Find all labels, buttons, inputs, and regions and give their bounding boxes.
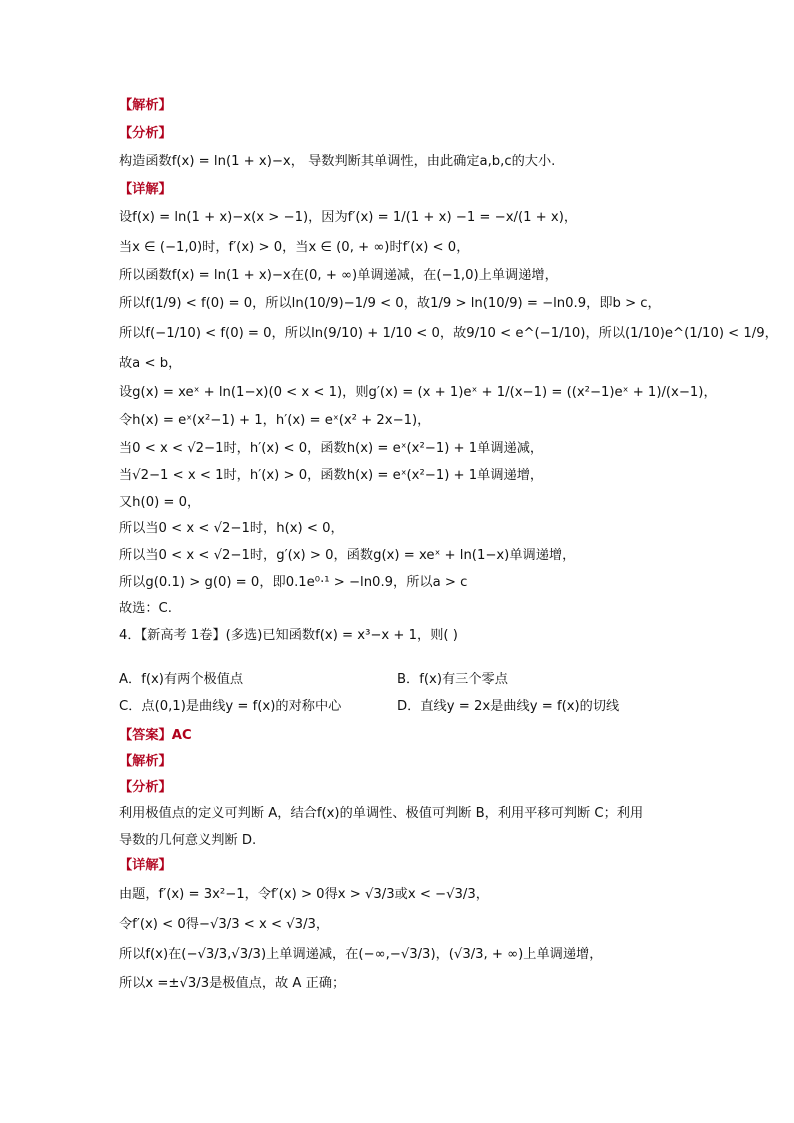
text-line: 所以f(1/9) < f(0) = 0，所以ln(10/9)−1/9 < 0，故1/9 > ln(10/9) = −ln0.9，即b > c， [119,296,661,311]
text-line: 导数的几何意义判断 D. [119,833,257,848]
text-line: 令h(x) = eˣ(x²−1) + 1，h′(x) = eˣ(x² + 2x−1)， [119,413,431,428]
section-heading: 【解析】 [119,754,172,769]
text-line: 故a < b， [119,356,182,371]
option-d: D．直线y = 2x是曲线y = f(x)的切线 [397,699,620,714]
text-line: 令f′(x) < 0得−√3/3 < x < √3/3， [119,917,330,932]
text-line: 构造函数f(x) = ln(1 + x)−x， 导数判断其单调性，由此确定a,b,c的大小. [119,154,556,169]
option-b: B．f(x)有三个零点 [397,672,508,687]
section-heading: 【解析】 [119,98,172,113]
text-line: 由题，f′(x) = 3x²−1，令f′(x) > 0得x > √3/3或x < −√3/3， [119,887,489,902]
text-line: 所以x =±√3/3是极值点，故 A 正确； [119,976,346,991]
section-heading: 【分析】 [119,780,172,795]
text-line: 所以f(x)在(−√3/3,√3/3)上单调递减，在(−∞,−√3/3)，(√3/3, + ∞)上单调递增， [119,947,603,962]
text-line: 当0 < x < √2−1时，h′(x) < 0，函数h(x) = eˣ(x²−1) + 1单调递减， [119,441,544,456]
text-line: 所以g(0.1) > g(0) = 0，即0.1e⁰·¹ > −ln0.9，所以a > c [119,575,468,590]
section-heading: 【分析】 [119,126,172,141]
text-line: 当x ∈ (−1,0)时，f′(x) > 0，当x ∈ (0, + ∞)时f′(x) < 0， [119,240,470,255]
section-heading: 【答案】AC [119,728,192,743]
text-line: 所以f(−1/10) < f(0) = 0，所以ln(9/10) + 1/10 < 0，故9/10 < e^(−1/10)，所以(1/10)e^(1/10) < 1/9， [119,326,778,341]
text-line: 4．【新高考 1卷】(多选)已知函数f(x) = x³−x + 1，则( ) [119,628,458,643]
text-line: 所以当0 < x < √2−1时，g′(x) > 0，函数g(x) = xeˣ + ln(1−x)单调递增， [119,548,576,563]
text-line: 利用极值点的定义可判断 A，结合f(x)的单调性、极值可判断 B，利用平移可判断 C；利用 [119,806,644,821]
section-heading: 【详解】 [119,858,172,873]
text-line: 所以当0 < x < √2−1时，h(x) < 0， [119,521,344,536]
text-line: 又h(0) = 0， [119,495,201,510]
text-line: 设g(x) = xeˣ + ln(1−x)(0 < x < 1)，则g′(x) = (x + 1)eˣ + 1/(x−1) = ((x²−1)eˣ + 1)/(x−1)， [119,385,717,400]
text-line: 当√2−1 < x < 1时，h′(x) > 0，函数h(x) = eˣ(x²−1) + 1单调递增， [119,468,544,483]
option-a: A．f(x)有两个极值点 [119,672,244,687]
text-line: 设f(x) = ln(1 + x)−x(x > −1)，因为f′(x) = 1/(1 + x) −1 = −x/(1 + x)， [119,210,578,225]
section-heading: 【详解】 [119,182,172,197]
text-line: 所以函数f(x) = ln(1 + x)−x在(0, + ∞)单调递减，在(−1,0)上单调递增， [119,268,558,283]
option-c: C．点(0,1)是曲线y = f(x)的对称中心 [119,699,342,714]
text-line: 故选：C. [119,601,172,616]
